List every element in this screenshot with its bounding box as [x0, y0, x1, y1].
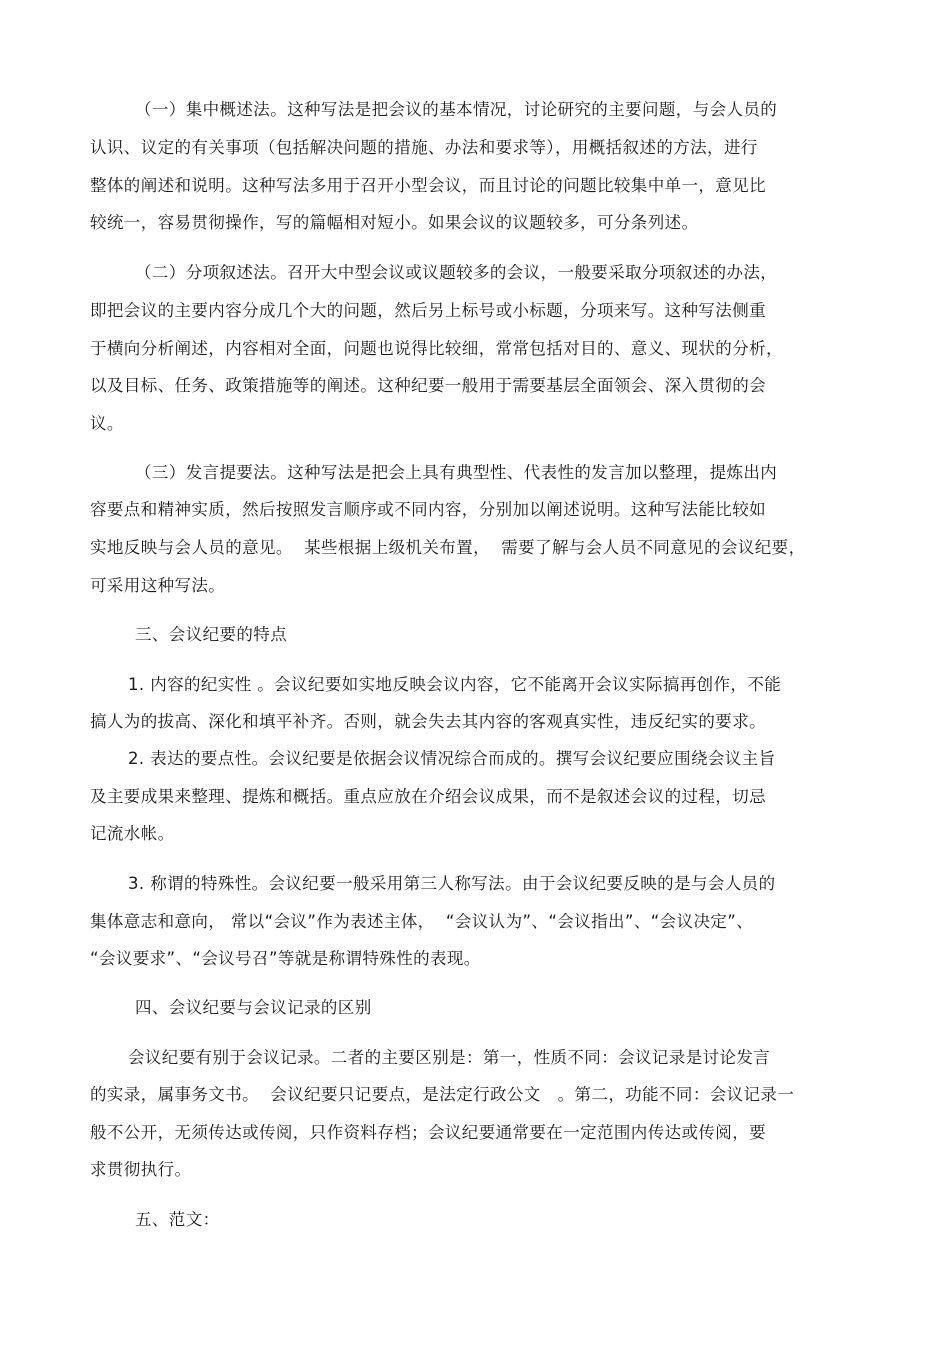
para-1-line-3: 整体的阐述和说明。这种写法多用于召开小型会议，而且讨论的问题比较集中单一，意见比 [90, 176, 766, 195]
para-3-line-3: 实地反映与会人员的意见。 某些根据上级机关布置， 需要了解与会人员不同意见的会议纪要， [90, 538, 806, 557]
item-1-line-2: 搞人为的拔高、深化和填平补齐。否则，就会失去其内容的客观真实性，违反纪实的要求。 [90, 712, 766, 731]
para-2-line-1: （二）分项叙述法。召开大中型会议或议题较多的会议，一般要采取分项叙述的办法， [135, 263, 778, 282]
para-3-line-1: （三）发言提要法。这种写法是把会上具有典型性、代表性的发言加以整理，提炼出内 [135, 463, 778, 482]
para-1-line-4: 较统一，容易贯彻操作，写的篇幅相对短小。如果会议的议题较多，可分条列述。 [90, 213, 699, 232]
para-2-line-4: 以及目标、任务、政策措施等的阐述。这种纪要一般用于需要基层全面领会、深入贯彻的会 [90, 376, 766, 395]
item-3-line-2: 集体意志和意向， 常以“会议”作为表述主体， “会议认为”、“会议指出”、“会议决定”、 [90, 912, 754, 931]
section-heading-3: 三、会议纪要的特点 [135, 625, 288, 644]
para-3-line-4: 可采用这种写法。 [90, 576, 226, 595]
item-1-line-1: 1. 内容的纪实性 。会议纪要如实地反映会议内容，它不能离开会议实际搞再创作，不能 [128, 675, 782, 694]
item-3-line-1: 3. 称谓的特殊性。会议纪要一般采用第三人称写法。由于会议纪要反映的是与会人员的 [128, 874, 776, 893]
item-2-line-2: 及主要成果来整理、提炼和概括。重点应放在介绍会议成果，而不是叙述会议的过程，切忌 [90, 787, 766, 806]
para-2-line-2: 即把会议的主要内容分成几个大的问题，然后另上标号或小标题，分项来写。这种写法侧重 [90, 301, 766, 320]
section-heading-4: 四、会议纪要与会议记录的区别 [135, 998, 372, 1017]
item-2-line-1: 2. 表达的要点性。会议纪要是依据会议情况综合而成的。撰写会议纪要应围绕会议主旨 [128, 749, 776, 768]
para-4-line-4: 求贯彻执行。 [90, 1160, 192, 1179]
para-3-line-2: 容要点和精神实质，然后按照发言顺序或不同内容，分别加以阐述说明。这种写法能比较如 [90, 500, 766, 519]
para-4-line-1: 会议纪要有别于会议记录。二者的主要区别是：第一，性质不同：会议记录是讨论发言 [128, 1048, 771, 1067]
para-4-line-2: 的实录，属事务文书。 会议纪要只记要点，是法定行政公文 。第二，功能不同：会议记录一 [90, 1085, 795, 1104]
item-3-line-3: “会议要求”、“会议号召”等就是称谓特殊性的表现。 [90, 949, 481, 968]
para-1-line-1: （一）集中概述法。这种写法是把会议的基本情况，讨论研究的主要问题，与会人员的 [135, 100, 778, 119]
para-4-line-3: 般不公开，无须传达或传阅，只作资料存档；会议纪要通常要在一定范围内传达或传阅，要 [90, 1123, 766, 1142]
item-2-line-3: 记流水帐。 [90, 824, 175, 843]
para-2-line-3: 于横向分析阐述，内容相对全面，问题也说得比较细，常常包括对目的、意义、现状的分析， [90, 339, 783, 358]
section-heading-5: 五、范文： [135, 1210, 220, 1229]
para-2-line-5: 议。 [90, 414, 124, 433]
para-1-line-2: 认识、议定的有关事项（包括解决问题的措施、办法和要求等），用概括叙述的方法，进行 [90, 138, 758, 157]
